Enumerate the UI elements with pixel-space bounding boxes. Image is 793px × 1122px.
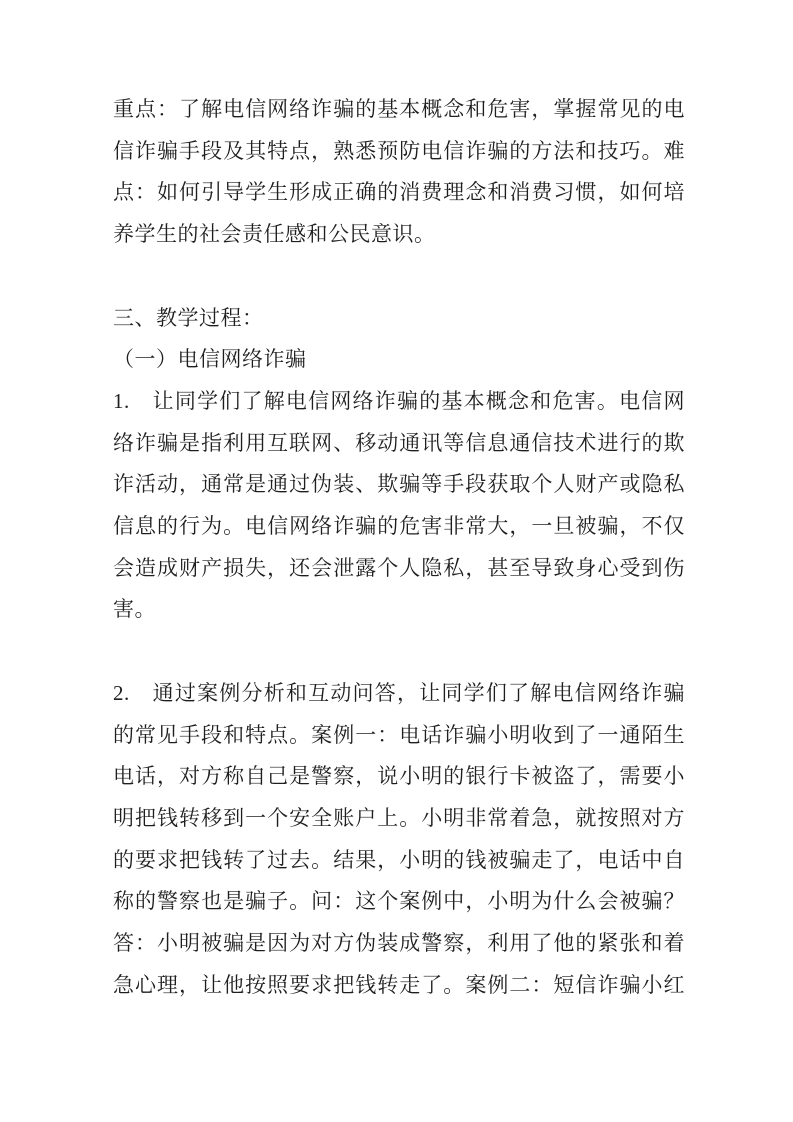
text-line: 1. 让同学们了解电信网络诈骗的基本概念和危害。电信网: [113, 388, 685, 413]
document-text-block: [113, 89, 685, 1006]
text-line: 会造成财产损失，还会泄露个人隐私，甚至导致身心受到伤: [113, 555, 685, 580]
text-line: 2. 通过案例分析和互动问答，让同学们了解电信网络诈骗: [113, 680, 685, 705]
text-line: 称的警察也是骗子。问：这个案例中，小明为什么会被骗？: [113, 889, 685, 914]
text-line: 络诈骗是指利用互联网、移动通讯等信息通信技术进行的欺: [113, 430, 685, 455]
text-line: 信诈骗手段及其特点，熟悉预防电信诈骗的方法和技巧。难: [113, 138, 685, 163]
text-line: （一）电信网络诈骗: [113, 347, 307, 372]
text-line: 电话，对方称自己是警察，说小明的银行卡被盗了，需要小: [113, 764, 685, 789]
text-line: 答：小明被骗是因为对方伪装成警察，利用了他的紧张和着: [113, 931, 685, 956]
text-line: 的要求把钱转了过去。结果，小明的钱被骗走了，电话中自: [113, 847, 685, 872]
text-line: 急心理，让他按照要求把钱转走了。案例二：短信诈骗小红: [113, 972, 685, 997]
text-line: 重点：了解电信网络诈骗的基本概念和危害，掌握常见的电: [113, 97, 685, 121]
text-line: 养学生的社会责任感和公民意识。: [113, 222, 436, 247]
text-line: 三、教学过程：: [113, 305, 264, 330]
text-line: 点：如何引导学生形成正确的消费理念和消费习惯，如何培: [113, 180, 685, 205]
text-line: 诈活动，通常是通过伪装、欺骗等手段获取个人财产或隐私: [113, 472, 685, 497]
text-line: 害。: [113, 597, 156, 622]
text-line: 信息的行为。电信网络诈骗的危害非常大，一旦被骗，不仅: [113, 514, 685, 539]
paragraph-step-1-concept-harm: [113, 381, 685, 631]
heading-teaching-process: [113, 298, 685, 340]
paragraph-step-2-case-analysis: [113, 673, 685, 1007]
paragraph-teaching-focus-difficulty: [113, 89, 685, 256]
text-line: 明把钱转移到一个安全账户上。小明非常着急，就按照对方: [113, 805, 685, 830]
text-line: 的常见手段和特点。案例一：电话诈骗小明收到了一通陌生: [113, 722, 685, 747]
heading-section-telecom-fraud: [113, 339, 685, 381]
